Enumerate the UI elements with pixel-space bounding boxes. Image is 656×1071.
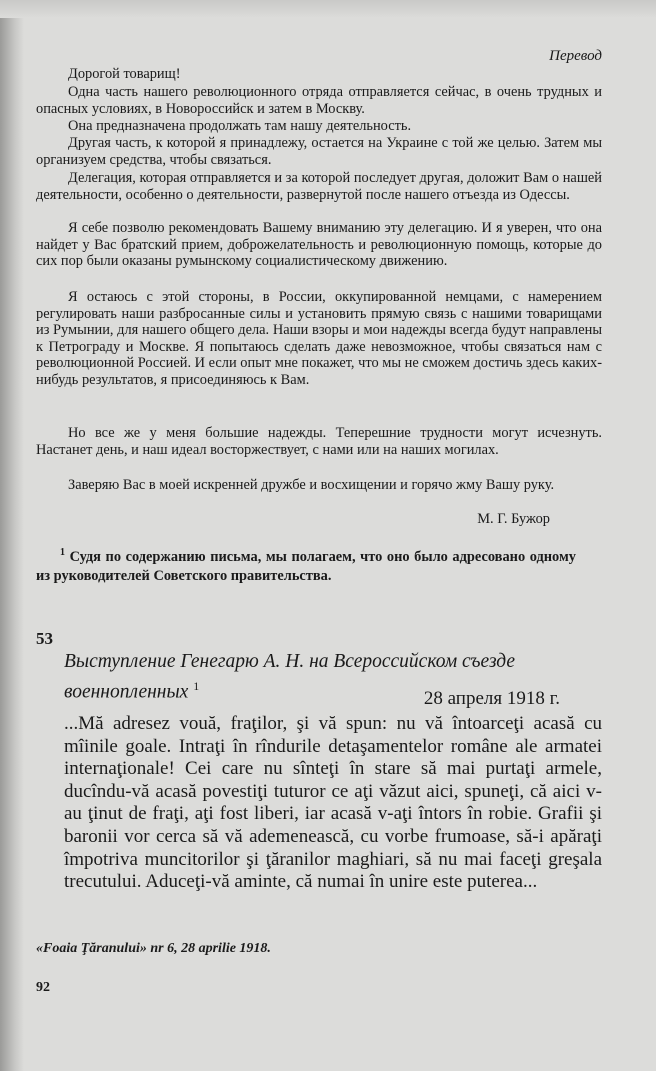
- letter-signature: М. Г. Бужор: [477, 511, 550, 527]
- letter-paragraph-1: Одна часть нашего революционного отряда отправляется сейчас, в очень трудных и опасных условиях, в Новороссийск и затем в Москву.: [36, 84, 602, 117]
- letter-greeting: Дорогой товарищ!: [68, 66, 181, 82]
- letter-paragraph-2: Она предназначена продолжать там нашу деятельность.: [68, 118, 412, 134]
- letter-paragraph-6: Я остаюсь с этой стороны, в России, оккупированной немцами, с намерением регулировать наши разбросанные силы и установить прямую связь с нашими товарищами из Румынии, для нашего общего дела. Наши взоры и мои надежды всегда будут направлены к Петрограду и Москве. Я попытаюсь сделать даже невозможное, чтобы связаться нам с революционной Россией. И если опыт мне покажет, что мы не сможем достичь здесь каких-нибудь результатов, я присоединяюсь к Вам.: [36, 289, 603, 388]
- page-edge-shadow: [0, 0, 24, 1071]
- letter-paragraph-8: Заверяю Вас в моей искренней дружбе и восхищении и горячо жму Вашу руку.: [68, 477, 555, 493]
- footnote-marker: 1: [60, 547, 65, 558]
- speech-text: ...Mă adresez vouă, fraţilor, şi vă spun: nu vă întoarceţi acasă cu mîinile goale. Intraţi în rîndurile detaşamentelor române ale armatei internaţionale! Cei care nu sînteţi în stare să mai purtaţi armele, ducîndu-vă acasă povestiţi tuturor ce aţi văzut aici, spuneţi, că aici v-au ţinut de fraţi, aţi fost liberi, iar acasă v-aţi întors în robie. Grafii şi baronii vor cerca să vă ademenească, cu vorbe frumoase, să-i apăraţi împotriva muncitorilor şi ţăranilor maghiari, să nu mai faceţi greşala trecutului. Aduceţi-vă aminte, că numai în unire este puterea...: [64, 713, 602, 893]
- letter-paragraph-7: Но все же у меня большие надежды. Теперешние трудности могут исчезнуть. Настанет день, и наш идеал восторжествует, с нами или на наших могилах.: [36, 425, 602, 458]
- translation-label: Перевод: [549, 48, 602, 64]
- document-number: 53: [36, 629, 53, 648]
- document-title: Выступление Генегарю А. Н. на Всероссийском съезде военнопленных $^1$: [64, 651, 516, 703]
- document-date: 28 апреля 1918 г.: [423, 688, 560, 709]
- title-footnote-marker: 1: [193, 679, 200, 693]
- page-top-shadow: [0, 0, 656, 18]
- footnote-text: Судя по содержанию письма, мы полагаем, что оно было адресовано одному из руководителей Советского правительства.: [36, 548, 576, 584]
- letter-paragraph-4: Делегация, которая отправляется и за которой последует другая, доложит Вам о нашей деятельности, особенно о деятельности, развернутой после нашего отъезда из Одессы.: [36, 170, 602, 203]
- letter-paragraph-5: Я себе позволю рекомендовать Вашему вниманию эту делегацию. И я уверен, что она найдет у Вас братский прием, доброжелательность и революционную помощь, которые до сих пор были оказаны румынскому социалистическому движению.: [36, 220, 602, 270]
- footnote: [36, 543, 576, 586]
- page-number: 92: [36, 980, 50, 995]
- letter-paragraph-3: Другая часть, к которой я принадлежу, остается на Украине с той же целью. Затем мы организуем средства, чтобы связаться.: [36, 135, 602, 168]
- source-citation: «Foaia Ţăranului» nr 6, 28 aprilie 1918.: [36, 941, 271, 956]
